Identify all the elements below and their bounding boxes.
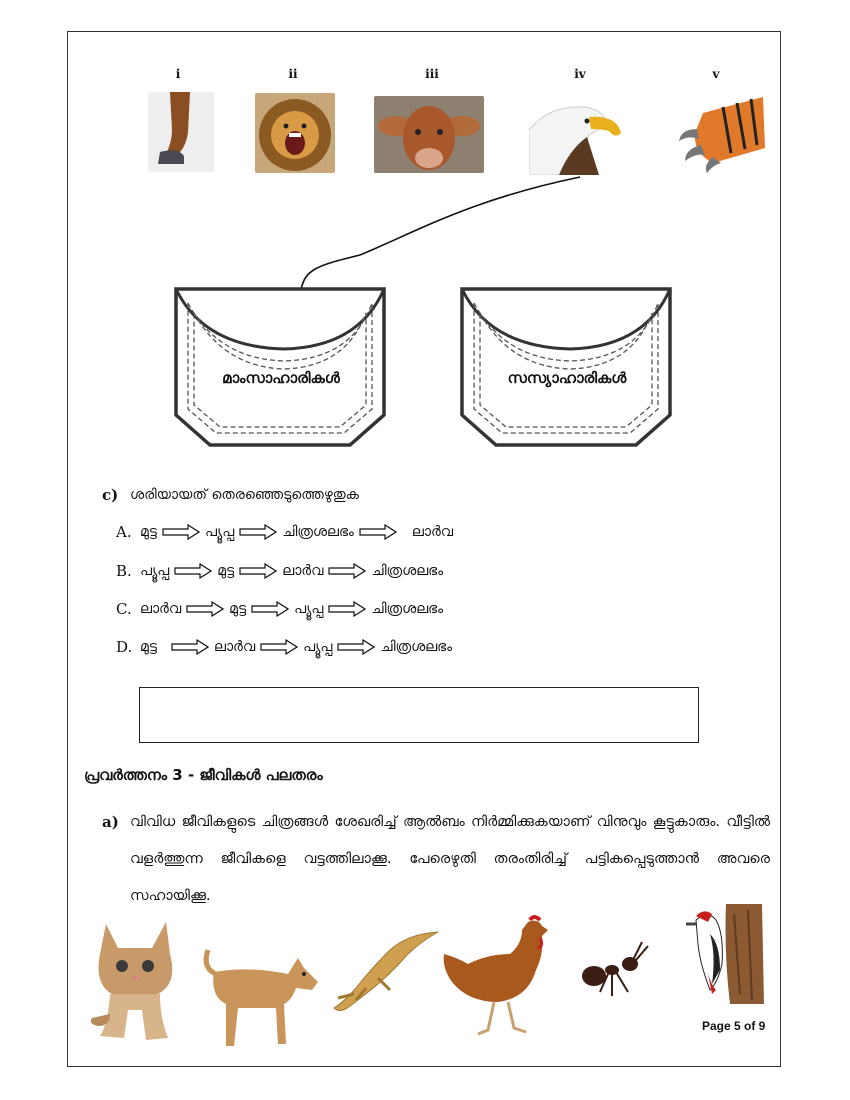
right-arrow-icon	[337, 639, 375, 655]
right-arrow-icon	[162, 524, 200, 540]
right-arrow-icon	[239, 524, 277, 540]
right-arrow-icon	[174, 563, 212, 579]
option-b[interactable]: B. പ്യൂപ്പ മുട്ട ലാർവ ചിത്രശലഭം	[116, 562, 444, 580]
ant-image[interactable]	[578, 940, 652, 1004]
option-a[interactable]: A. മുട്ട പ്യൂപ്പ ചിത്രശലഭം ലാർവ	[116, 523, 454, 541]
hen-image[interactable]	[438, 914, 554, 1038]
page-number: Page 5 of 9	[702, 1019, 766, 1033]
label-i: i	[175, 67, 181, 81]
right-arrow-icon	[328, 563, 366, 579]
woodpecker-image[interactable]	[682, 904, 764, 1004]
right-arrow-icon	[239, 563, 277, 579]
kitten-image[interactable]	[88, 914, 182, 1046]
label-iv: iv	[574, 67, 586, 81]
right-arrow-icon	[186, 601, 224, 617]
option-c[interactable]: C. ലാർവ മുട്ട പ്യൂപ്പ ചിത്രശലഭം	[116, 600, 444, 618]
question-c-text: ശരിയായത് തെരഞ്ഞെടുത്തെഴുതുക	[130, 487, 359, 503]
question-c-label: c)	[102, 486, 119, 504]
label-iii: iii	[425, 67, 439, 81]
herbivore-pocket	[460, 287, 672, 449]
lizard-image[interactable]	[326, 928, 442, 1022]
label-ii: ii	[288, 67, 298, 81]
dog-image[interactable]	[200, 944, 324, 1052]
activity-question-text: വിവിധ ജീവികളുടെ ചിത്രങ്ങൾ ശേഖരിച്ച് ആൽബം നിർമ്മിക്കുകയാണ് വിനുവും കൂട്ടുകാരും. വീട്ടിൽ വളർത്തുന്ന ജീവികളെ വട്ടത്തിലാക്കൂ. പേരെഴുതി തരംതിരിച്ച് പട്ടികപ്പെടുത്താൻ അവരെ സഹായിക്കൂ.	[130, 814, 770, 904]
option-d[interactable]: D. മുട്ട ലാർവ പ്യൂപ്പ ചിത്രശലഭം	[116, 638, 453, 656]
right-arrow-icon	[171, 639, 209, 655]
activity-question-label: a)	[102, 813, 119, 831]
right-arrow-icon	[328, 601, 366, 617]
activity-title: പ്രവർത്തനം 3 - ജീവികൾ പലതരം	[84, 766, 323, 784]
carnivore-pocket	[174, 287, 386, 449]
answer-box[interactable]	[139, 687, 699, 743]
pocket-label-herbivores: സസ്യാഹാരികൾ	[507, 369, 627, 387]
right-arrow-icon	[359, 524, 397, 540]
activity-question	[102, 804, 770, 915]
right-arrow-icon	[260, 639, 298, 655]
right-arrow-icon	[251, 601, 289, 617]
pocket-label-carnivores: മാംസാഹാരികൾ	[222, 369, 340, 387]
connector-line	[0, 0, 850, 300]
label-v: v	[712, 67, 720, 81]
